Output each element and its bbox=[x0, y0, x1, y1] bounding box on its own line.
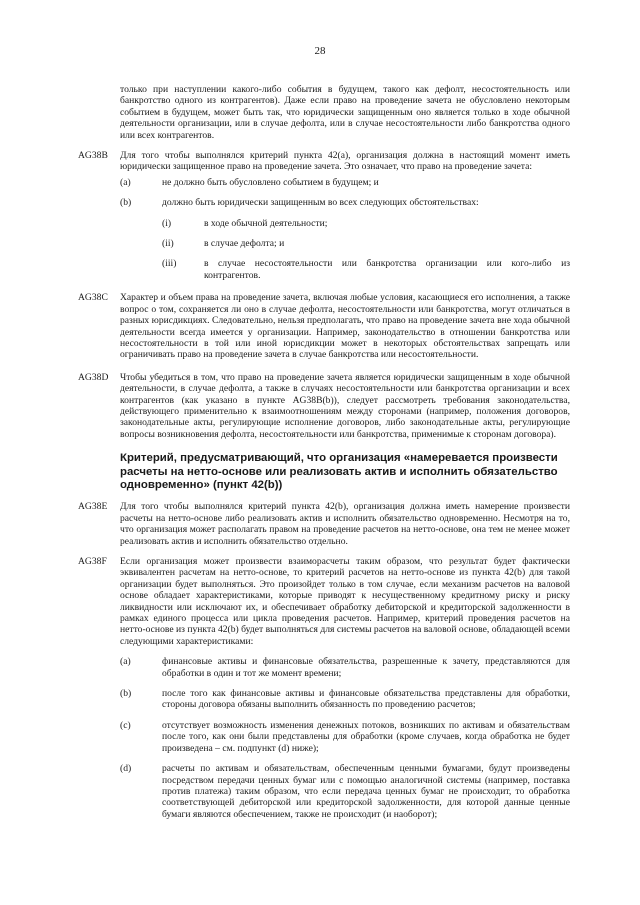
paragraph-id: AG38E bbox=[78, 501, 108, 513]
sub-item bbox=[78, 218, 570, 229]
item-label: (a) bbox=[120, 176, 131, 188]
paragraph-id: AG38F bbox=[78, 556, 107, 567]
list-item bbox=[78, 688, 570, 711]
item-text: в ходе обычной деятельности; bbox=[204, 217, 328, 229]
sub-item bbox=[78, 238, 570, 249]
paragraph-ag38d bbox=[78, 372, 570, 440]
item-label: (i) bbox=[162, 217, 172, 229]
paragraph-id: AG38B bbox=[78, 150, 108, 162]
item-text: не должно быть обусловлено событием в будущем; и bbox=[162, 176, 379, 188]
section-heading: Критерий, предусматривающий, что организация «намеревается произвести расчеты на нетто-основе или реализовать актив и исполнить обязательство одновременно» (пункт 42(b)) bbox=[120, 452, 558, 491]
document-body bbox=[78, 84, 570, 820]
item-label: (ii) bbox=[162, 238, 174, 250]
item-label: (c) bbox=[120, 719, 131, 731]
paragraph-text: Для того чтобы выполнялся критерий пункта 42(a), организация должна в настоящий момент иметь юридически защищенное право на проведение зачета. Это означает, что право на проведение зачета: bbox=[120, 150, 570, 173]
paragraph-ag38c bbox=[78, 292, 570, 360]
paragraph-text: Для того чтобы выполнялся критерий пункта 42(b), организация должна иметь намерение произвести расчеты на нетто-основе либо реализовать актив и исполнить обязательство одновременно. Несмотря на то, что организация может располагать правом на проведение расчетов на нетто-основе, она тем не менее может реализовать актив и исполнить обязательство отдельно. bbox=[120, 501, 570, 547]
list-item bbox=[78, 720, 570, 754]
page-number: 28 bbox=[314, 45, 326, 57]
paragraph-id: AG38C bbox=[78, 292, 108, 304]
item-label: (a) bbox=[120, 656, 131, 668]
item-text: финансовые активы и финансовые обязательства, разрешенные к зачету, представляются для обработки в один и тот же момент времени; bbox=[162, 656, 570, 679]
item-label: (iii) bbox=[162, 258, 177, 270]
list-item bbox=[78, 656, 570, 679]
paragraph-text: Характер и объем права на проведение зачета, включая любые условия, касающиеся его исполнения, а также вопрос о том, сохраняется ли оно в случае дефолта, несостоятельности или банкротства, могут отличаться в разных юрисдикциях. Следовательно, нельзя предполагать, что право на проведение зачета вне хода обычной деятельности всегда имеется у организации. Например, законодательство в отношении банкротства или несостоятельности в той или иной юрисдикции может в некоторых обстоятельствах запрещать или ограничивать право на проведение зачета в случае банкротства или несостоятельности. bbox=[120, 292, 570, 361]
item-label: (b) bbox=[120, 688, 132, 700]
paragraph-id: AG38D bbox=[78, 371, 109, 383]
paragraph-ag38b bbox=[78, 150, 570, 173]
item-label: (d) bbox=[120, 763, 132, 775]
paragraph-ag38e bbox=[78, 501, 570, 547]
intro-paragraph: только при наступлении какого-либо события в будущем, такого как дефолт, несостоятельность или банкротство одного из контрагентов). Даже если право на проведение зачета не обусловлено некоторым событием в будущем, может быть так, что юридически защищенным оно является только в ходе обычной деятельности организации, или в случае дефолта, или в случае несостоятельности либо банкротства одного или всех контрагентов. bbox=[120, 84, 570, 141]
list-item bbox=[78, 197, 570, 208]
item-label: (b) bbox=[120, 197, 132, 209]
sub-item bbox=[78, 258, 570, 281]
item-text: в случае дефолта; и bbox=[204, 238, 285, 250]
item-text: должно быть юридически защищенным во всех следующих обстоятельствах: bbox=[162, 197, 479, 209]
item-text: расчеты по активам и обязательствам, обеспеченным ценными бумагами, будут произведены посредством передачи ценных бумаг или с помощью аналогичной системы (например, поставка против платежа) таким образом, что если передача ценных бумаг не происходит, то обработка соответствующей дебиторской или кредиторской задолженности, для которой данные ценные бумаги являются обеспечением, также не происходит (и наоборот); bbox=[162, 763, 570, 820]
paragraph-text: Если организация может произвести взаиморасчеты таким образом, что результат будет фактически эквивалентен расчетам на нетто-основе, то критерий расчетов на нетто-основе из пункта 42(b) для такой организации будет выполняться. Это произойдет только в том случае, если механизм расчетов на валовой основе обладает характеристиками, которые приводят к несущественному кредитному риску и риску ликвидности или исключают их, и обеспечивает обработку дебиторской и кредиторской задолженности в рамках единого процесса или цикла проведения расчетов. Например, критерий проведения расчетов на нетто-основе из пункта 42(b) будет выполняться для системы расчетов на валовой основе, обладающей всеми следующими характеристиками: bbox=[120, 556, 570, 647]
item-text: отсутствует возможность изменения денежных потоков, возникших по активам и обязательствам после того, как они были представлены для обработки (кроме случаев, когда обработка не будет произведена – см. подпункт (d) ниже); bbox=[162, 719, 570, 754]
paragraph-text: Чтобы убедиться в том, что право на проведение зачета является юридически защищенным в ходе обычной деятельности, в случае дефолта, а также в случаях несостоятельности или банкротства организации и всех контрагентов (как указано в пункте AG38B(b)), следует рассмотреть требования законодательства, действующего применительно к взаимоотношениям между сторонами (например, положения договоров, законодательные акты, регулирующие исполнение договоров, либо законодательные акты, регулирующие вопросы возникновения дефолта, несостоятельности или банкротства, применимые к сторонам договора). bbox=[120, 371, 570, 440]
list-item bbox=[78, 763, 570, 820]
paragraph-ag38f bbox=[78, 556, 570, 647]
item-text: в случае несостоятельности или банкротства организации или кого-либо из контрагентов. bbox=[204, 258, 570, 281]
item-text: после того как финансовые активы и финансовые обязательства представлены для обработки, стороны договора обязаны выполнить обязанность по проведению расчетов; bbox=[162, 688, 570, 711]
list-item bbox=[78, 177, 570, 188]
